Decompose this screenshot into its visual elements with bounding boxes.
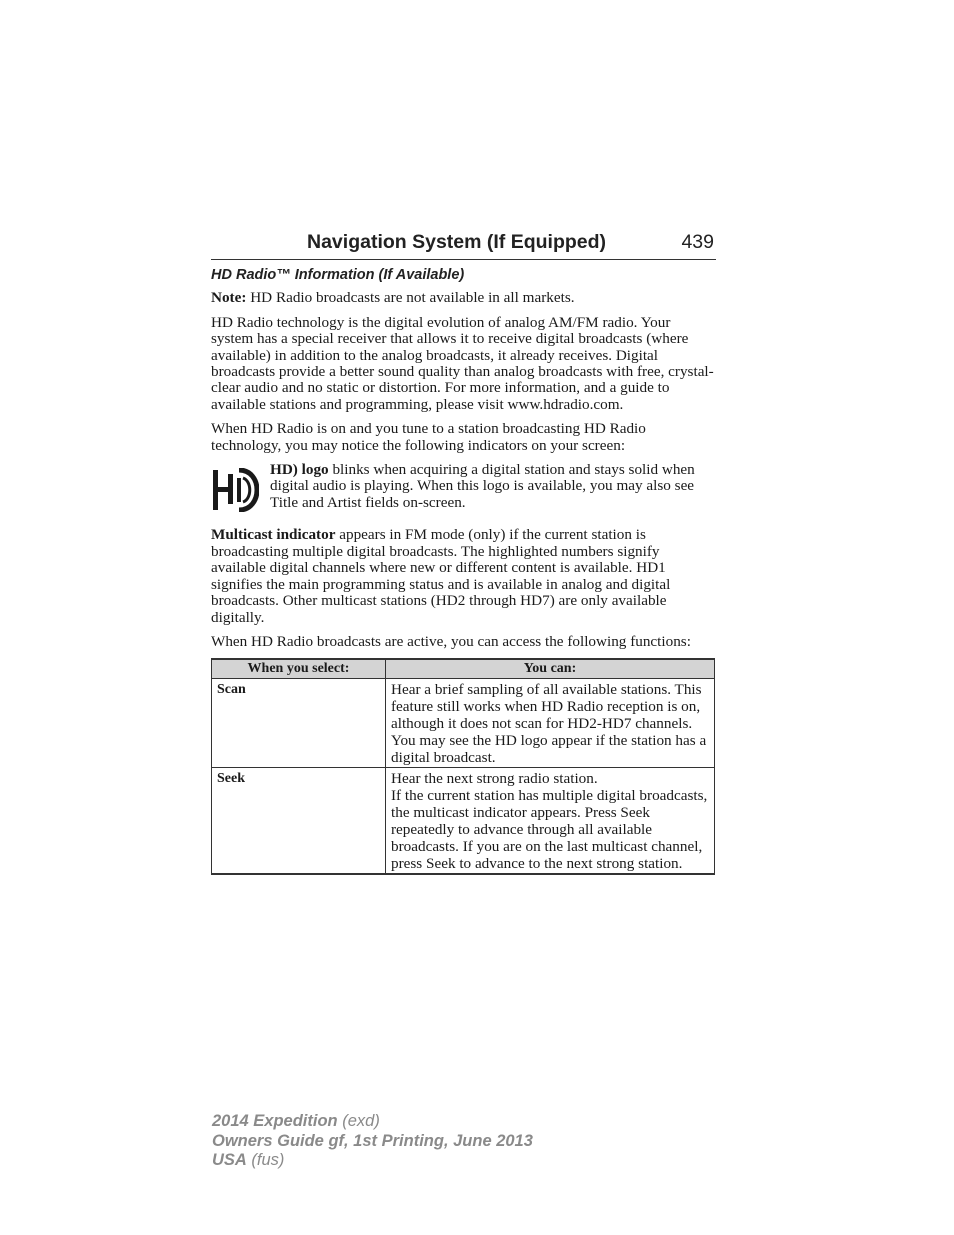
footer-line-market [212, 1151, 533, 1171]
table-row [212, 768, 715, 875]
functions-paragraph: When HD Radio broadcasts are active, you can access the following functions: [211, 632, 691, 650]
multicast-text: appears in FM mode (only) if the current station is broadcasting multiple digital broadcasts. The highlighted numbers signify available digital channels where new or different content is available. HD1 signifies the main programming status and is available in analog and digital broadcasts. Other multicast stations (HD2 through HD7) are only available digitally. [211, 526, 671, 626]
multicast-paragraph [211, 527, 716, 625]
note-label: Note: [211, 289, 247, 307]
hd-logo-body: blinks when acquiring a digital station and stays solid when digital audio is playing. When this logo is available, you may also see Title and Artist fields on-screen. [270, 461, 695, 511]
footer-market-code: (fus) [246, 1151, 285, 1169]
table-cell-can [386, 679, 715, 768]
section-heading: HD Radio™ Information (If Available) [211, 267, 465, 283]
table-cell-can [386, 768, 715, 875]
hd-logo-text [270, 462, 716, 511]
footer-line-vehicle [212, 1112, 533, 1132]
note-text: HD Radio broadcasts are not available in all markets. [246, 289, 575, 307]
indicators-paragraph: When HD Radio is on and you tune to a station broadcasting HD Radio technology, you may notice the following indicators on your screen: [211, 420, 646, 454]
intro-paragraph: HD Radio technology is the digital evolution of analog AM/FM radio. Your system has a special receiver that allows it to receive digital broadcasts (where available) in addition to the analog broadcasts, it already receives. Digital broadcasts provide a better sound quality than analog broadcasts with free, crystal-clear audio and no static or distortion. For more information, and a guide to available stations and programming, please visit www.hdradio.com. [211, 313, 714, 413]
table-header-select: When you select: [212, 659, 386, 679]
page-header [211, 229, 716, 260]
table-cell-select: Seek [212, 768, 386, 875]
table-row [212, 679, 715, 768]
hd-radio-logo-icon [211, 468, 259, 512]
table-cell-text: Hear the next strong radio station. [391, 770, 598, 788]
page-title: Navigation System (If Equipped) [307, 231, 607, 253]
functions-table [211, 658, 715, 875]
footer-vehicle-code: (exd) [337, 1112, 380, 1130]
footer-market: USA [212, 1151, 247, 1169]
note-paragraph [211, 290, 716, 306]
hd-logo-label: HD) logo [270, 461, 329, 479]
table-cell-select: Scan [212, 679, 386, 768]
table-cell-text: If the current station has multiple digital broadcasts, the multicast indicator appears. Press Seek repeatedly to advance through all available broadcasts. If you are on the last multicast channel, press Seek to advance to the next strong station. [391, 787, 708, 873]
hd-logo-description [211, 462, 716, 516]
footer-vehicle: 2014 Expedition [212, 1112, 338, 1130]
table-header-can: You can: [386, 659, 715, 679]
multicast-label: Multicast indicator [211, 526, 336, 544]
page-content [211, 267, 716, 875]
table-cell-text: Hear a brief sampling of all available stations. This feature still works when HD Radio reception is on, although it does not scan for HD2-HD7 channels. You may see the HD logo appear if the station has a digital broadcast. [391, 681, 707, 767]
footer-line-guide: Owners Guide gf, 1st Printing, June 2013 [212, 1131, 533, 1150]
table-header-row [212, 659, 715, 679]
page-footer [212, 1112, 533, 1171]
page-number: 439 [681, 231, 714, 253]
